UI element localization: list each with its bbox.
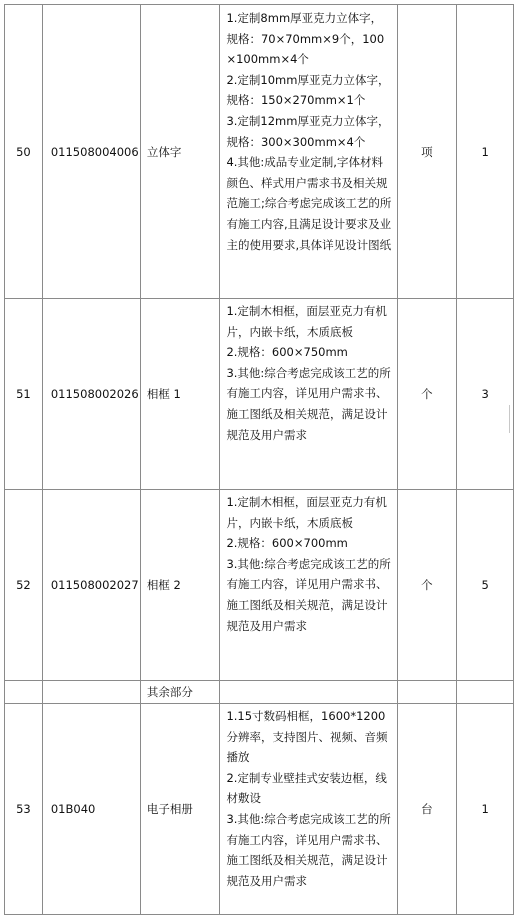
item-name: 相框 2 (140, 490, 220, 681)
item-name: 立体字 (140, 5, 220, 299)
description-line: 2.规格：600×750mm (226, 345, 348, 360)
description-line: 2.定制专业壁挂式安装边框，线材敷设 (226, 770, 387, 806)
item-description (220, 5, 397, 299)
item-quantity: 3 (457, 299, 514, 490)
item-quantity: 1 (457, 5, 514, 299)
item-number: 50 (5, 5, 43, 299)
item-unit: 项 (397, 5, 457, 299)
table-row (5, 5, 514, 299)
item-unit: 个 (397, 299, 457, 490)
item-code: 011508004006 (42, 5, 140, 299)
empty-cell (220, 681, 397, 704)
section-title: 其余部分 (140, 681, 220, 704)
description-line: 2.规格：600×700mm (226, 536, 348, 551)
description-line: 4.其他:成品专业定制,字体材料颜色、样式用户需求书及相关规范施工;综合考虑完成该工艺的所有施工内容,且满足设计要求及业主的使用要求,具体详见设计图纸 (226, 155, 392, 252)
page-edge-divider (509, 405, 514, 433)
item-code: 01B040 (42, 704, 140, 915)
item-number: 52 (5, 490, 43, 681)
item-code: 011508002027 (42, 490, 140, 681)
description-line: 2.定制10mm厚亚克力立体字，规格：150×270mm×1个 (226, 72, 390, 108)
empty-cell (5, 681, 43, 704)
item-code: 011508002026 (42, 299, 140, 490)
item-quantity: 1 (457, 704, 514, 915)
empty-cell (397, 681, 457, 704)
item-description (220, 704, 397, 915)
item-number: 51 (5, 299, 43, 490)
description-line: 1.定制8mm厚亚克力立体字，规格：70×70mm×9个，100×100mm×4个 (226, 11, 385, 67)
item-description (220, 299, 397, 490)
item-unit: 台 (397, 704, 457, 915)
description-line: 1.定制木相框，面层亚克力有机片，内嵌卡纸，木质底板 (226, 304, 387, 339)
table-row (5, 490, 514, 681)
description-line: 3.其他:综合考虑完成该工艺的所有施工内容，详见用户需求书、施工图纸及相关规范，满足设计规范及用户需求 (226, 556, 391, 633)
description-line: 1.定制木相框，面层亚克力有机片，内嵌卡纸，木质底板 (226, 495, 387, 530)
item-description (220, 490, 397, 681)
item-quantity: 5 (457, 490, 514, 681)
description-line: 3.定制12mm厚亚克力立体字，规格：300×300mm×4个 (226, 113, 390, 149)
item-number: 53 (5, 704, 43, 915)
description-line: 3.其他:综合考虑完成该工艺的所有施工内容，详见用户需求书、施工图纸及相关规范，满足设计规范及用户需求 (226, 365, 391, 442)
empty-cell (457, 681, 514, 704)
bill-of-quantities-table (4, 4, 514, 915)
item-name: 电子相册 (140, 704, 220, 915)
description-line: 3.其他:综合考虑完成该工艺的所有施工内容，详见用户需求书、施工图纸及相关规范，满足设计规范及用户需求 (226, 811, 391, 888)
empty-cell (42, 681, 140, 704)
item-unit: 个 (397, 490, 457, 681)
table-row (5, 704, 514, 915)
table-row (5, 299, 514, 490)
description-line: 1.15寸数码相框，1600*1200分辨率，支持图片、视频、音频播放 (226, 709, 388, 765)
section-row (5, 681, 514, 704)
item-name: 相框 1 (140, 299, 220, 490)
